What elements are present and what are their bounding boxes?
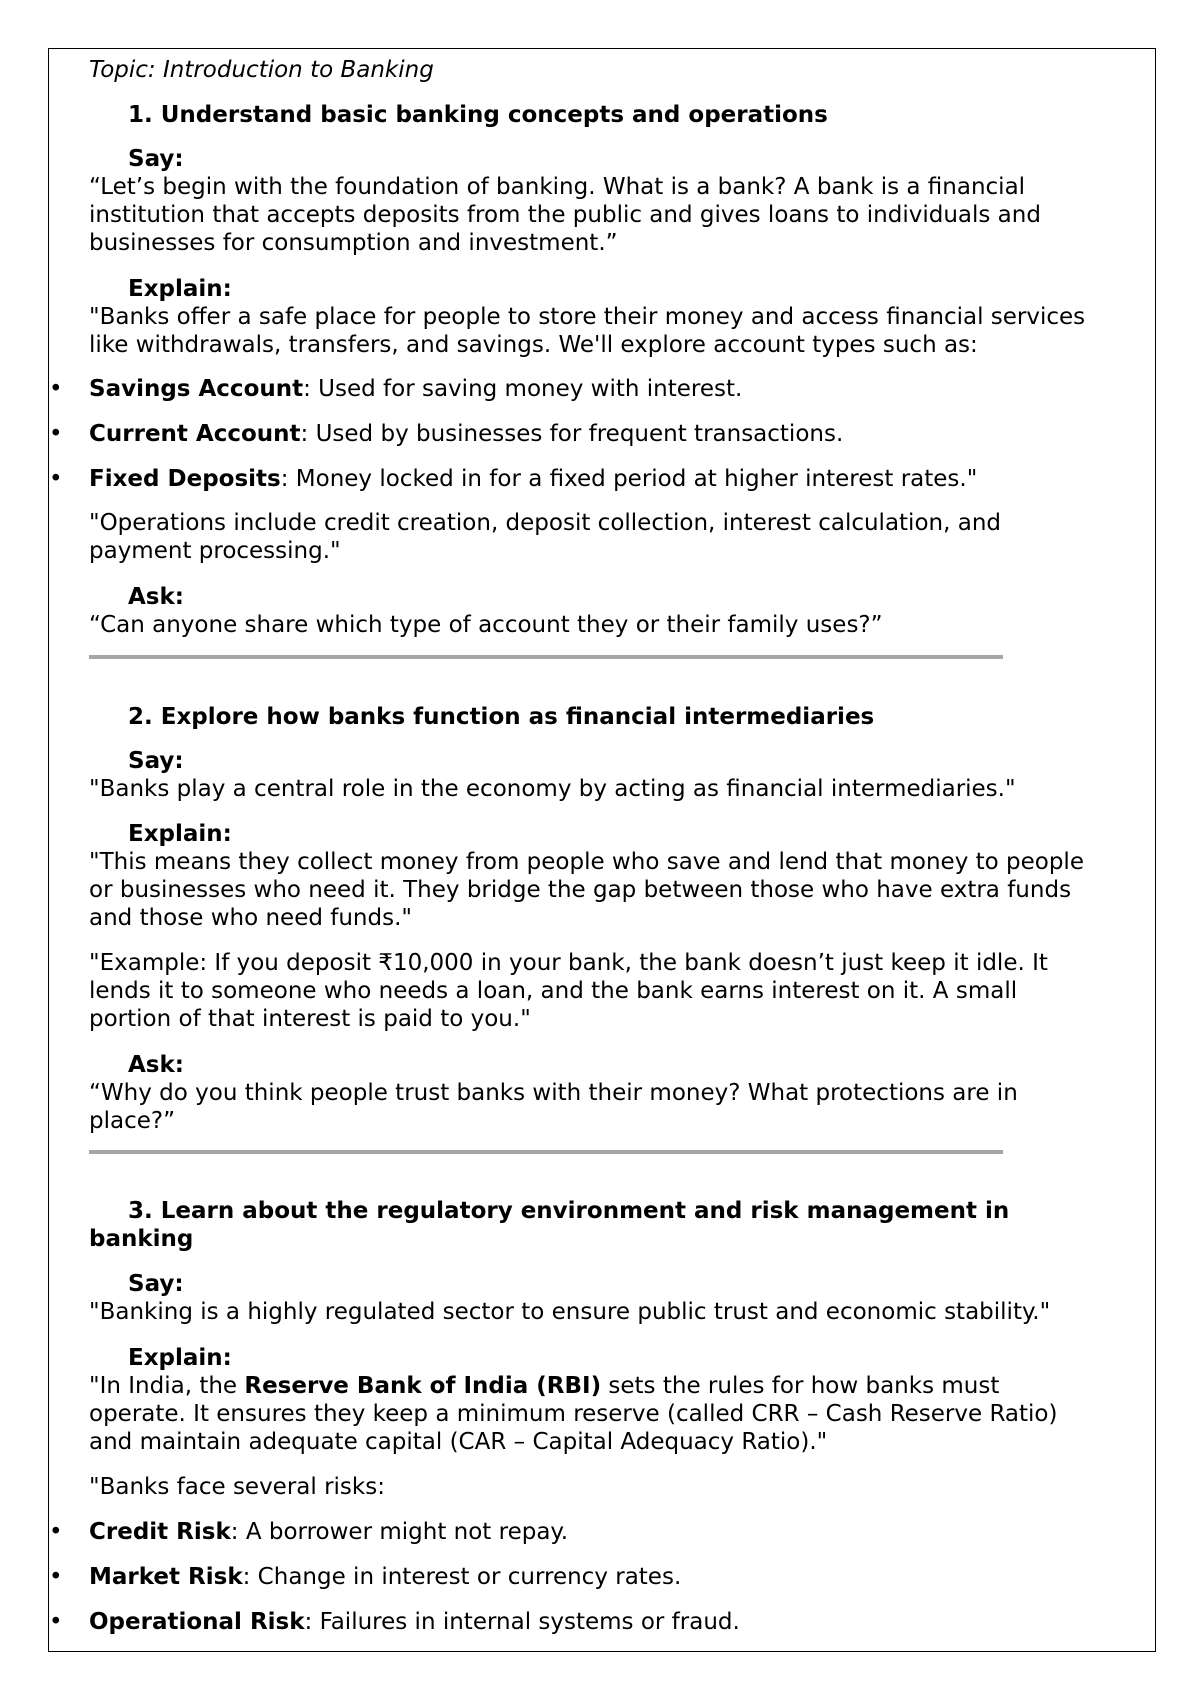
- operations-line: "Operations include credit creation, deposit collection, interest calculation, and: [89, 510, 1001, 536]
- explain-text: "In India, the: [89, 1373, 245, 1399]
- section-2-explain-line: and those who need funds.": [89, 905, 412, 931]
- section-2-explain-label: Explain:: [128, 821, 232, 847]
- section-1-say-line: businesses for consumption and investment.”: [89, 230, 618, 256]
- account-type-text: : Used by businesses for frequent transactions.: [300, 421, 844, 447]
- section-3-explain-label: Explain:: [128, 1345, 232, 1371]
- risk-text: : A borrower might not repay.: [230, 1519, 569, 1545]
- section-1-say-line: “Let’s begin with the foundation of banking. What is a bank? A bank is a financial: [89, 174, 1026, 200]
- risk-term: Operational Risk: [89, 1609, 305, 1635]
- account-type-item: [89, 465, 977, 494]
- section-2-heading: 2. Explore how banks function as financial intermediaries: [128, 704, 875, 730]
- risk-item: [89, 1608, 740, 1637]
- bullet-marker: •: [49, 421, 63, 447]
- section-1-explain-line: like withdrawals, transfers, and savings. We'll explore account types such as:: [89, 332, 978, 358]
- risk-item: [89, 1518, 568, 1547]
- account-type-term: Savings Account: [89, 376, 304, 402]
- topic-line: Topic: Introduction to Banking: [89, 57, 434, 83]
- section-1-heading: 1. Understand basic banking concepts and operations: [128, 102, 828, 128]
- section-1-ask-line: “Can anyone share which type of account they or their family uses?”: [89, 612, 883, 638]
- account-type-term: Current Account: [89, 421, 301, 447]
- section-3-say-line: "Banking is a highly regulated sector to ensure public trust and economic stability.": [89, 1299, 1051, 1325]
- risk-text: : Change in interest or currency rates.: [242, 1564, 682, 1590]
- bullet-marker: •: [49, 466, 63, 492]
- account-type-item: [89, 375, 742, 404]
- section-2-ask-line: place?”: [89, 1108, 176, 1134]
- section-2-explain-line: "This means they collect money from people who save and lend that money to people: [89, 849, 1084, 875]
- account-type-text: : Money locked in for a fixed period at higher interest rates.": [280, 466, 978, 492]
- section-1-explain-line: "Banks offer a safe place for people to store their money and access financial services: [89, 304, 1086, 330]
- bullet-marker: •: [49, 1519, 63, 1545]
- explain-text: sets the rules for how banks must: [601, 1373, 1000, 1399]
- risk-item: [89, 1563, 681, 1592]
- risk-text: : Failures in internal systems or fraud.: [304, 1609, 740, 1635]
- example-line: lends it to someone who needs a loan, and the bank earns interest on it. A small: [89, 978, 1018, 1004]
- operations-line: payment processing.": [89, 538, 341, 564]
- bullet-marker: •: [49, 1564, 63, 1590]
- section-2-explain-line: or businesses who need it. They bridge the gap between those who have extra funds: [89, 877, 1072, 903]
- section-divider: [89, 655, 1003, 659]
- bullet-marker: •: [49, 376, 63, 402]
- section-2-say-line: "Banks play a central role in the economy by acting as financial intermediaries.": [89, 776, 1016, 802]
- section-divider: [89, 1150, 1003, 1154]
- example-line: portion of that interest is paid to you.": [89, 1006, 531, 1032]
- section-1-say-line: institution that accepts deposits from the public and gives loans to individuals and: [89, 202, 1041, 228]
- section-2-ask-label: Ask:: [128, 1052, 184, 1078]
- section-3-explain-line: operate. It ensures they keep a minimum reserve (called CRR – Cash Reserve Ratio): [89, 1401, 1058, 1427]
- section-3-explain-line: [89, 1372, 999, 1401]
- section-1-explain-label: Explain:: [128, 276, 232, 302]
- example-line: "Example: If you deposit ₹10,000 in your bank, the bank doesn’t just keep it idle. It: [89, 950, 1048, 976]
- section-3-heading-cont: banking: [89, 1226, 194, 1252]
- account-type-term: Fixed Deposits: [89, 466, 281, 492]
- risk-term: Market Risk: [89, 1564, 243, 1590]
- section-3-heading: 3. Learn about the regulatory environment and risk management in: [128, 1198, 1010, 1224]
- section-2-say-label: Say:: [128, 748, 184, 774]
- bullet-marker: •: [49, 1609, 63, 1635]
- section-3-say-label: Say:: [128, 1271, 184, 1297]
- section-3-explain-line: and maintain adequate capital (CAR – Capital Adequacy Ratio).": [89, 1429, 828, 1455]
- rbi-term: Reserve Bank of India (RBI): [244, 1373, 602, 1399]
- section-2-ask-line: “Why do you think people trust banks with their money? What protections are in: [89, 1080, 1018, 1106]
- risk-term: Credit Risk: [89, 1519, 231, 1545]
- section-1-ask-label: Ask:: [128, 584, 184, 610]
- account-type-item: [89, 420, 843, 449]
- section-1-say-label: Say:: [128, 146, 184, 172]
- account-type-text: : Used for saving money with interest.: [303, 376, 743, 402]
- risks-intro: "Banks face several risks:: [89, 1474, 385, 1500]
